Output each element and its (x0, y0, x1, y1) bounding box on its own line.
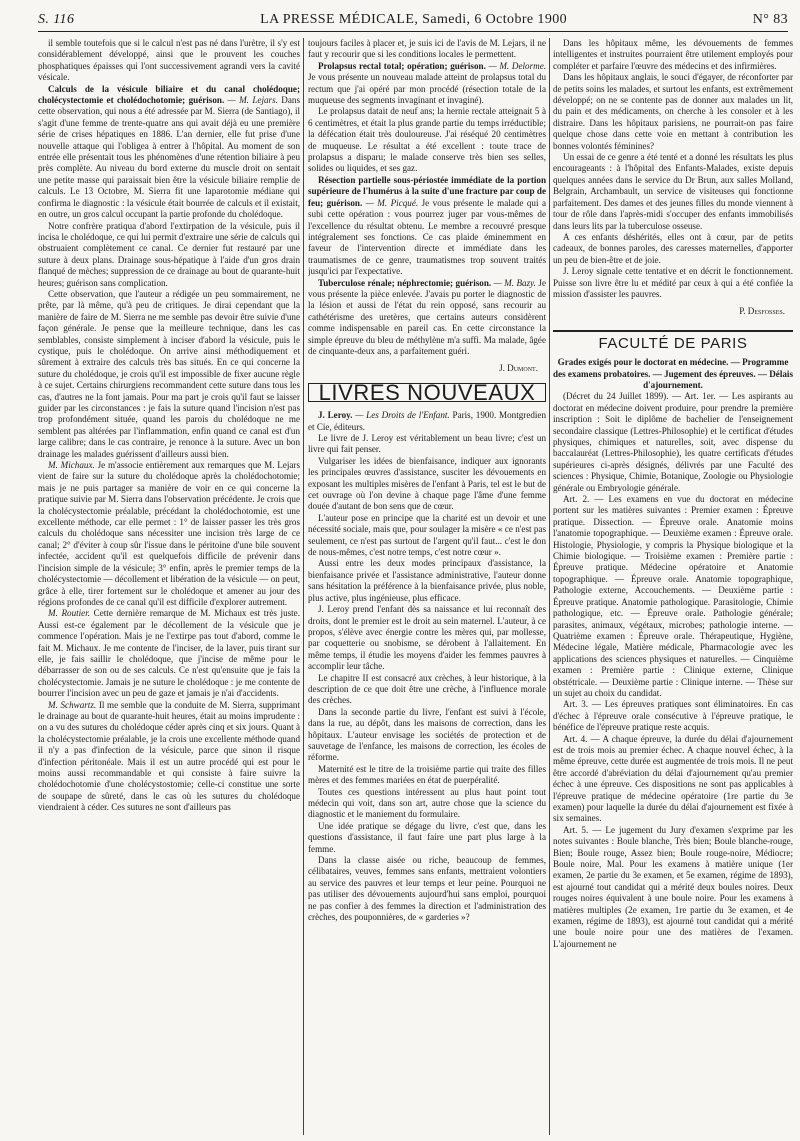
book-reference (308, 410, 546, 433)
discussion-michaux (38, 460, 300, 608)
signature: P. Desfosses. (739, 306, 785, 317)
column-2 (308, 38, 546, 1135)
article-title: Tuberculose rénale; néphrectomie; guérison. (318, 277, 492, 288)
article-title: Résection partielle sous-périostée immédiate de la portion supérieure de l'humérus à la suite d'une fracture par coup de feu; guérison. (308, 174, 546, 208)
speaker: M. Michaux. (48, 460, 95, 471)
decree-title: Grades exigés pour le doctorat en médecine. — Programme des examens probatoires. — Jugement des épreuves. — Délais d'ajournement. (553, 357, 793, 390)
paragraph: Art. 3. — Les épreuves pratiques sont éliminatoires. En cas d'échec à l'épreuve orale consécutive à l'épreuve pratique, le bénéfice de l'épreuve pratique reste acquis. (553, 699, 793, 733)
paragraph: Dans la classe aisée ou riche, beaucoup de femmes, célibataires, veuves, femmes sans enfants, mettraient volontiers au service des pauvres et leur temps et leur peine. Pourquoi ne pas utiliser des dévouements aujourd'hui sans emploi, pourquoi ne pas confier à des femmes la direction et l'administration des crèches, des pouponnières, de « garderies »? (308, 855, 546, 923)
column-rule (549, 38, 550, 1135)
paragraph: Dans les hôpitaux anglais, le souci d'égayer, de réconforter par de petits soins les malades, et surtout les enfants, est extrêmement développé; on ne se contente pas de donner aux malades un lit, du pain et des médicaments, on cherche à les consoler et à les distraire. Dans les hôpitaux parisiens, ne pourrait-on pas faire quelque chose dans cette voie en mettant à contribution les bonnes volontés féminines? (553, 72, 793, 151)
paragraph: (Décret du 24 Juillet 1899). — Art. 1er. — Les aspirants au doctorat en médecine doivent produire, pour prendre la première inscription : Soit le diplôme de bachelier de l'enseignement secondaire classique (Lettres-Philosophie) et le certificat d'études physiques, chimiques et naturelles, soit, avec dispense du baccalauréat (Lettres-Philosophie), les quatre certificats d'études supérieures ci-après désignés, délivrés par une Faculté des sciences : Physique, Chimie, Botanique, Zoologie ou Physiologie générale ou Embryologie générale. (553, 391, 793, 493)
article-prolapsus (308, 61, 546, 107)
article-text: Je vous présente la pièce enlevée. J'avais pu porter le diagnostic de la lésion et aussi de l'état du rein opposé, sans recourir au cathétérisme des uretères, que certains auteurs considèrent comme indispensable en pareil cas. En cette circonstance la simple épreuve du bleu de méthylène m'a suffi. Ma malade, âgée de cinquante-deux ans, a parfaitement guéri. (308, 277, 546, 356)
paragraph: L'auteur pose en principe que la charité est un devoir et une nécessité sociale, mais que, pour soulager la misère « ce n'est pas seulement, ce n'est pas surtout de l'argent qu'il faut... c'est le don de nous-mêmes, c'est notre temps, c'est notre cœur ». (308, 512, 546, 558)
paragraph: Art. 2. — Les examens en vue du doctorat en médecine portent sur les matières suivantes : Premier examen : Épreuve pratique. Dissection. — Épreuve orale. Anatomie moins l'anatomie topographique. — Deuxième examen : Épreuve orale. Histologie, Physiologie, y compris la Physique biologique et la Chimie biologique. — Troisième examen : Première partie : Épreuve pratique. Médecine opératoire et Anatomie topographique. — Épreuve orale. Anatomie topographique, Pathologie externe, Accouchements. — Deuxième partie : Épreuve pratique. Anatomie pathologique. Parasitologie, Chimie pathologique, etc. — Épreuve orale. Pathologie générale; parasites, animaux, végétaux, microbes; pathologie interne. — Quatrième examen : Épreuve orale. Thérapeutique, Hygiène, Médecine légale, Matière médicale, Pharmacologie avec les applications des sciences physiques et naturelles. — Cinquième examen : Première partie : Clinique externe, Clinique obstétricale. — Deuxième partie : Clinique interne. — Thèse sur un sujet au choix du candidat. (553, 494, 793, 698)
newspaper-title: LA PRESSE MÉDICALE, Samedi, 6 Octobre 1900 (260, 12, 568, 27)
article-author: — M. Bazy. (493, 277, 536, 288)
article-calculs (38, 84, 300, 221)
paragraph: A ces enfants déshérités, elles ont à cœur, par de petits cadeaux, de bonnes paroles, des caresses maternelles, d'apporter un peu de bien-être et de joie. (553, 231, 793, 265)
book-publisher: Paris, 1900. Montgredien et Cie, éditeurs. (308, 410, 546, 432)
paragraph: Toutes ces questions intéressent au plus haut point tout médecin qui voit, dans son art, autre chose que la science du diagnostic et le maniement du formulaire. (308, 786, 546, 820)
column-1 (38, 38, 300, 1135)
article-author: — M. Delorme. (488, 60, 546, 71)
article-title: Calculs de la vésicule biliaire et du canal cholédoque; cholécystectomie et cholédochotomie; guérison. (38, 83, 300, 106)
paragraph: J. Leroy signale cette tentative et en décrit le fonctionnement. Puisse son livre être lu et médité par ceux à qui a été confiée la mission d'assister les pauvres. (553, 266, 793, 299)
column-rule (303, 38, 304, 1135)
paragraph: Le prolapsus datait de neuf ans; la hernie rectale atteignait 5 à 6 centimètres, et était la plus grande partie du temps irréductible; la défécation était très douloureuse. J'ai réséqué 20 centimètres de muqueuse. Le résultat a été excellent : toute trace de prolapsus a disparu; le malade conserve très bien ses selles, solides ou liquides, et ses gaz. (308, 106, 546, 174)
discussion-text: Il me semble que la conduite de M. Sierra, supprimant le drainage au bout de quarante-huit heures, était au moins imprudente : on a vu des sutures du cholédoque céder après cinq et six jours. Quant à la cholécystectomie préalable, je la crois une excellente méthode quand il n'y a pas d'infection de la vésicule, parce que sinon il risque d'infection péritonéale. Mais il est un autre procédé qui est pour le moins aussi recommandable et qui consiste à faire suivre la cholédochotomie d'une cholécystostomie; celle-ci constitue une sorte de soupape de sûreté, dans le cas où les sutures du cholédoque viendraient à céder. Ces sutures ne sont d'ailleurs pas (38, 699, 300, 813)
issue-number: N° 83 (752, 12, 788, 27)
discussion-text: Je m'associe entièrement aux remarques que M. Lejars vient de faire sur la suture du cholédoque après la cholédochotomie; mais je ne puis partager sa manière de voir en ce qui concerne la pratique suivie par M. Sierra dans l'observation précédente. Je crois que la cholécystectomie préalable, précédant la cholédochotomie, est une excellente méthode, car elle permet : 1° de laisser passer les très gros calculs du cholédoque sans nécessiter une incision très large de ce canal; 2° d'éviter à coup sûr l'issue dans le péritoine d'une bile souvent infectée, accident qu'il est quelquefois difficile de prévenir dans l'incision simple de la vésicule; 3° enfin, après le premier temps de la cholécystectomie — décollement et libération de la vésicule — on peut, grâce à elle, tirer fortement sur le cholédoque et amener au jour des régions profondes de ce canal qu'il est difficile d'explorer autrement. (38, 460, 300, 607)
paragraph: Une idée pratique se dégage du livre, c'est que, dans les questions d'assistance, il faut faire une part plus large à la femme. (308, 820, 546, 854)
signature: J. Dumont. (499, 363, 538, 374)
column-3 (553, 38, 793, 1135)
article-text: Je vous présente un nouveau malade atteint de prolapsus total du rectum que j'ai opéré par mon procédé (résection totale de la muqueuse des segments invaginant et invaginé). (308, 72, 546, 106)
speaker: M. Routier. (48, 608, 91, 619)
page-number: S. 116 (38, 12, 75, 27)
paragraph: J. Leroy prend l'enfant dès sa naissance et lui reconnaît des droits, dont le premier est le droit au sein maternel. L'auteur, à ce propos, s'élève avec énergie contre les mères qui, par mollesse, par coquetterie ou snobisme, se dérobent à l'allaitement. En même temps, il étudie les moyens d'aider les femmes pauvres à accomplir leur tâche. (308, 604, 546, 672)
article-text: Dans cette observation, qui nous a été adressée par M. Sierra (de Santiago), il s'agit d'une femme de trente-quatre ans qui avait déjà eu une première série de crises hépatiques en 1886. L'an dernier, elle fut prise d'une nouvelle attaque qui l'obligea à entrer à l'hôpital. Au moment de son entrée elle présentait tous les phénomènes d'une rétention biliaire à peu près complète. Au niveau du bord externe du muscle droit on sentait une petite masse qui paraissait bien être la vésicule biliaire remplie de calculs. Le 13 Octobre, M. Sierra fit une laparotomie médiane qui confirma le diagnostic : la vésicule était bourrée de calculs et il existait, en outre, un gros calcul occupant la partie profonde du cholédoque. (38, 95, 300, 220)
paragraph: Vulgariser les idées de bienfaisance, indiquer aux ignorants les principales œuvres d'assistance, susciter les dévouements en exposant les multiples misères de l'enfant à Paris, tel est le but de cet ouvrage où l'on devine à chaque page l'âme d'une femme douée d'autant de bon sens que de cœur. (308, 455, 546, 512)
page-header (38, 6, 788, 32)
article-text: Je vous présente le malade qui a subi cette opération : vous pourrez juger par vous-mêmes de l'excellence du résultat obtenu. Le membre a recouvré presque intégralement ses fonctions. Ce cas plaide éminemment en faveur de l'intervention directe et immédiate dans les traumatismes de ce genre, traumatismes trop souvent traités jusqu'ici par l'expectative. (308, 197, 546, 277)
paragraph: Dans la seconde partie du livre, l'enfant est suivi à l'école, dans la rue, au dépôt, dans les maisons de correction, dans les hôpitaux. L'auteur envisage les sociétés de protection et de sauvetage de l'enfance, les maisons de correction, les écoles de réforme. (308, 706, 546, 763)
section-title-faculte: FACULTÉ DE PARIS (553, 330, 793, 353)
paragraph: Le chapitre II est consacré aux crèches, à leur historique, à la description de ce que doit être une crèche, à l'influence morale des crèches. (308, 672, 546, 706)
paragraph: Un essai de ce genre a été tenté et a donné les résultats les plus encourageants : à l'hôpital des Enfants-Malades, existe depuis quelques années dans le service du Dr Brun, aux salles Molland, Belgrain, Archambault, un service de visiteuses qui fonctionne parfaitement. Des dames et des jeunes filles du monde viennent à tour de rôle dans l'après-midi s'occuper des enfants immobilisés dans leurs lits par la tuberculose osseuse. (553, 152, 793, 231)
article-author: — M. Lejars. (227, 95, 278, 106)
article-tuberculose (308, 278, 546, 358)
speaker: M. Schwartz. (48, 699, 97, 710)
paragraph: Art. 5. — Le jugement du Jury d'examen s'exprime par les notes suivantes : Boule blanche, Très bien; Boule blanche-rouge, Bien; Boule rouge, Assez bien; Boule rouge-noire, Médiocre; Boule noire, Mal. Pour les examens à matière unique (1er examen, 2e partie du 3e examen, et 5e examen, régime de 1893), est ajourné tout candidat qui a mérité deux boules noires. Deux rouges noires équivalent à une boule noire. Pour les examens à matières multiples (2e examen, 1re partie du 3e examen, et 4e examen, régime de 1893), est ajourné tout candidat qui a mérité une boule noire pour une des matières de l'examen. L'ajournement ne (553, 824, 793, 949)
paragraph: Dans les hôpitaux même, les dévouements de femmes intelligentes et instruites pourraient être utilement employés pour compléter et parfaire l'œuvre des médecins et des infirmières. (553, 38, 793, 71)
book-title: — Les Droits de l'Enfant. (355, 410, 450, 421)
discussion-text: Cette dernière remarque de M. Michaux est très juste. Aussi est-ce également par le décollement de la vésicule que je commence l'opération. Mais je ne l'extirpe pas tout d'abord, comme le fait M. Michaux. Je me contente de l'inciser, de la laver, puis tirant sur elle, je fais saillir le cholédoque, que j'incise de même pour le débarrasser de son ou de ses calculs. Ce n'est qu'ensuite que je fais la cholécystectomie. Jamais je ne suture le cholédoque : je me contente de bourrer l'incision avec un peu de gaze et jamais je n'ai d'accidents. (38, 608, 300, 699)
article-resection (308, 175, 546, 278)
article-author: — M. Picqué. (365, 197, 419, 208)
paragraph: Cette observation, que l'auteur a rédigée un peu sommairement, ne prête, par là même, qu'à peu de critiques. Je dirai cependant que la manière de faire de M. Sierra ne me semble pas devoir être suivie d'une façon générale. Je pense que la meilleure technique, dans les cas semblables, consiste simplement à inciser d'abord la vésicule, puis le cystique, puis le cholédoque. On arrive ainsi méthodiquement et sûrement à extraire des calculs très bas situés. En ce qui concerne la suture du cholédoque, je crois qu'il est impossible de fixer aucune règle à ce sujet. Certains chirurgiens recommandent cette suture dans tous les cas, d'autres ne la font jamais. Pour ma part je crois qu'il faut se laisser guider par les circonstances : je fais la suture quand l'incision n'est pas trop profondément située, quand les parois du cholédoque ne me semblent pas altérées par l'inflammation, enfin quand ce canal est d'un large calibre; dans le cas contraire, je renonce à la suture. Avec un bon drainage les malades guérissent d'ailleurs aussi bien. (38, 288, 300, 459)
article-title: Prolapsus rectal total; opération; guérison. (318, 60, 486, 71)
paragraph: toujours faciles à placer et, je suis ici de l'avis de M. Lejars, il ne faut y recourir que si les conditions locales le permettent. (308, 38, 546, 60)
paragraph: Aussi entre les deux modes principaux d'assistance, la bienfaisance privée et l'assistance administrative, l'auteur donne sans hésitation la préférence à la bienfaisance privée, plus noble, plus active, plus ingénieuse, plus efficace. (308, 558, 546, 603)
discussion-routier (38, 608, 300, 699)
paragraph: Art. 4. — A chaque épreuve, la durée du délai d'ajournement est de trois mois au premier échec. A chaque nouvel échec, à la même épreuve, cette durée est augmentée de trois mois. Il ne peut être accordé d'abréviation du délai d'ajournement qu'au premier échec à une épreuve. Ces dispositions ne sont pas applicables à l'épreuve pratique de médecine opératoire (1re partie du 3e examen) pour laquelle la durée du délai d'ajournement est fixée à six semaines. (553, 733, 793, 824)
paragraph: il semble toutefois que si le calcul n'est pas né dans l'urètre, il s'y est considérablement développé, ainsi que le prouvent les couches phosphatiques épaisses qui l'ont successivement agrandi vers la cavité vésicale. (38, 38, 300, 83)
book-author: J. Leroy. (318, 410, 353, 421)
paragraph: Notre confrère pratiqua d'abord l'extirpation de la vésicule, puis il incisa le cholédoque, ce qui lui permit d'extraire une série de calculs qui obstruaient complètement ce canal. Ce dernier fut restauré par une suture à deux plans. Drainage sous-hépatique à l'aide d'un gros drain flanqué de mèches; suppression de ce drainage au bout de quarante-huit heures; guérison sans complication. (38, 220, 300, 288)
discussion-schwartz (38, 700, 300, 814)
section-title-livres: LIVRES NOUVEAUX (308, 383, 546, 402)
paragraph: Le livre de J. Leroy est véritablement un beau livre; c'est un livre qui fait penser. (308, 433, 546, 455)
paragraph: Maternité est le titre de la troisième partie qui traite des filles mères et des femmes mariées en état de puerpéralité. (308, 763, 546, 786)
